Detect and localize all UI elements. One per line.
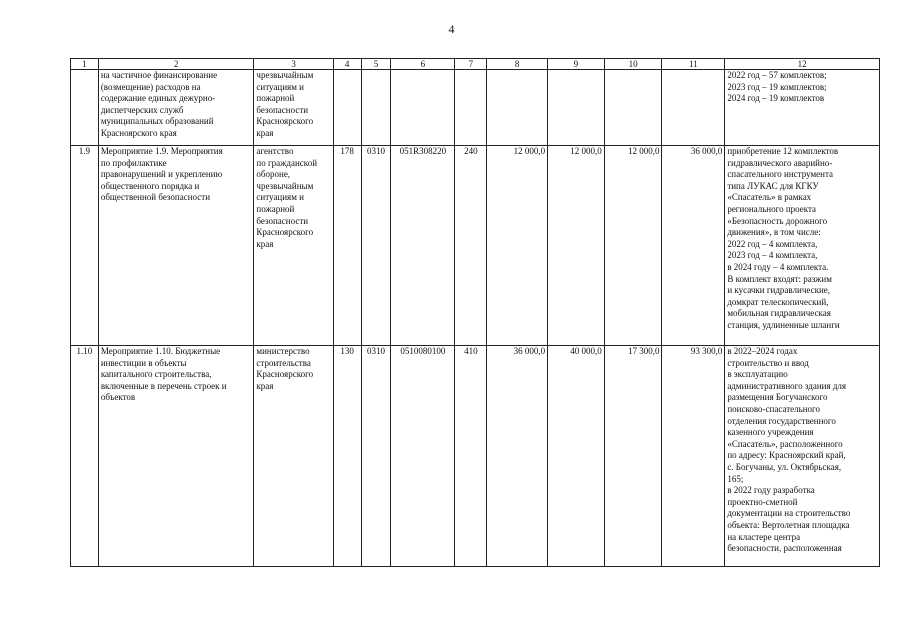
amount-2024: 12 000,0 [604,146,662,346]
column-number: 4 [333,59,361,70]
table-row [71,70,880,146]
row-number [71,70,99,146]
vr-code: 240 [455,146,487,346]
activity-name: Мероприятие 1.10. Бюджетные инвестиции в объекты капитального строительства, включенные в перечень строек и объектов [98,346,254,567]
expected-result: 2022 год – 57 комплектов; 2023 год – 19 комплектов; 2024 год – 19 комплектов [725,70,880,146]
column-number: 3 [254,59,333,70]
column-number: 5 [361,59,391,70]
amount-2023: 12 000,0 [548,146,605,346]
rzpr-code: 0310 [361,146,391,346]
csr-code: 0510080100 [391,346,455,567]
amount-total: 36 000,0 [662,146,725,346]
amount-2022 [487,70,548,146]
row-number: 1.9 [71,146,99,346]
page-number: 4 [448,22,455,36]
column-number: 1 [71,59,99,70]
rzpr-code [361,70,391,146]
grbs-code: 178 [333,146,361,346]
vr-code: 410 [455,346,487,567]
table-row [71,146,880,346]
row-number: 1.10 [71,346,99,567]
rzpr-code: 0310 [361,346,391,567]
amount-2023: 40 000,0 [548,346,605,567]
executor: министерство строительства Красноярского края [254,346,333,567]
csr-code: 051R308220 [391,146,455,346]
amount-2022: 12 000,0 [487,146,548,346]
vr-code [455,70,487,146]
amount-2023 [548,70,605,146]
amount-2024 [604,70,662,146]
grbs-code [333,70,361,146]
expected-result: приобретение 12 комплектов гидравлического аварийно- спасательного инструмента типа ЛУКАС для КГКУ «Спасатель» в рамках регионального проекта «Безопасность дорожного движения», в том числе: 2022 год – 4 комплекта, 2023 год – 4 комплекта, в 2024 году – 4 комплекта. В комплект входят: разжим и кусачки гидравлические, домкрат телескопический, мобильная гидравлическая станция, удлиненные шланги [725,146,880,346]
column-number-row [71,59,880,70]
activity-name: Мероприятие 1.9. Мероприятия по профилактике правонарушений и укреплению общественного порядка и общественной безопасности [98,146,254,346]
column-number: 6 [391,59,455,70]
executor: чрезвычайным ситуациям и пожарной безопасности Красноярского края [254,70,333,146]
amount-2024: 17 300,0 [604,346,662,567]
table-row [71,346,880,567]
column-number: 12 [725,59,880,70]
program-activities-table [70,58,880,567]
csr-code [391,70,455,146]
activity-name: на частичное финансирование (возмещение) расходов на содержание единых дежурно- диспетчерских служб муниципальных образований Красноярского края [98,70,254,146]
grbs-code: 130 [333,346,361,567]
column-number: 2 [98,59,254,70]
amount-total: 93 300,0 [662,346,725,567]
column-number: 7 [455,59,487,70]
executor: агентство по гражданской обороне, чрезвычайным ситуациям и пожарной безопасности Красноярского края [254,146,333,346]
column-number: 10 [604,59,662,70]
column-number: 8 [487,59,548,70]
amount-2022: 36 000,0 [487,346,548,567]
column-number: 11 [662,59,725,70]
amount-total [662,70,725,146]
column-number: 9 [548,59,605,70]
expected-result: в 2022–2024 годах строительство и ввод в эксплуатацию административного здания для размещения Богучанского поисково-спасательного отделения государственного казенного учреждения «Спасатель», расположенного по адресу: Красноярский край, с. Богучаны, ул. Октябрьская, 165; в 2022 году разработка проектно-сметной документации на строительство объекта: Вертолетная площадка на кластере центра безопасности, расположенная [725,346,880,567]
